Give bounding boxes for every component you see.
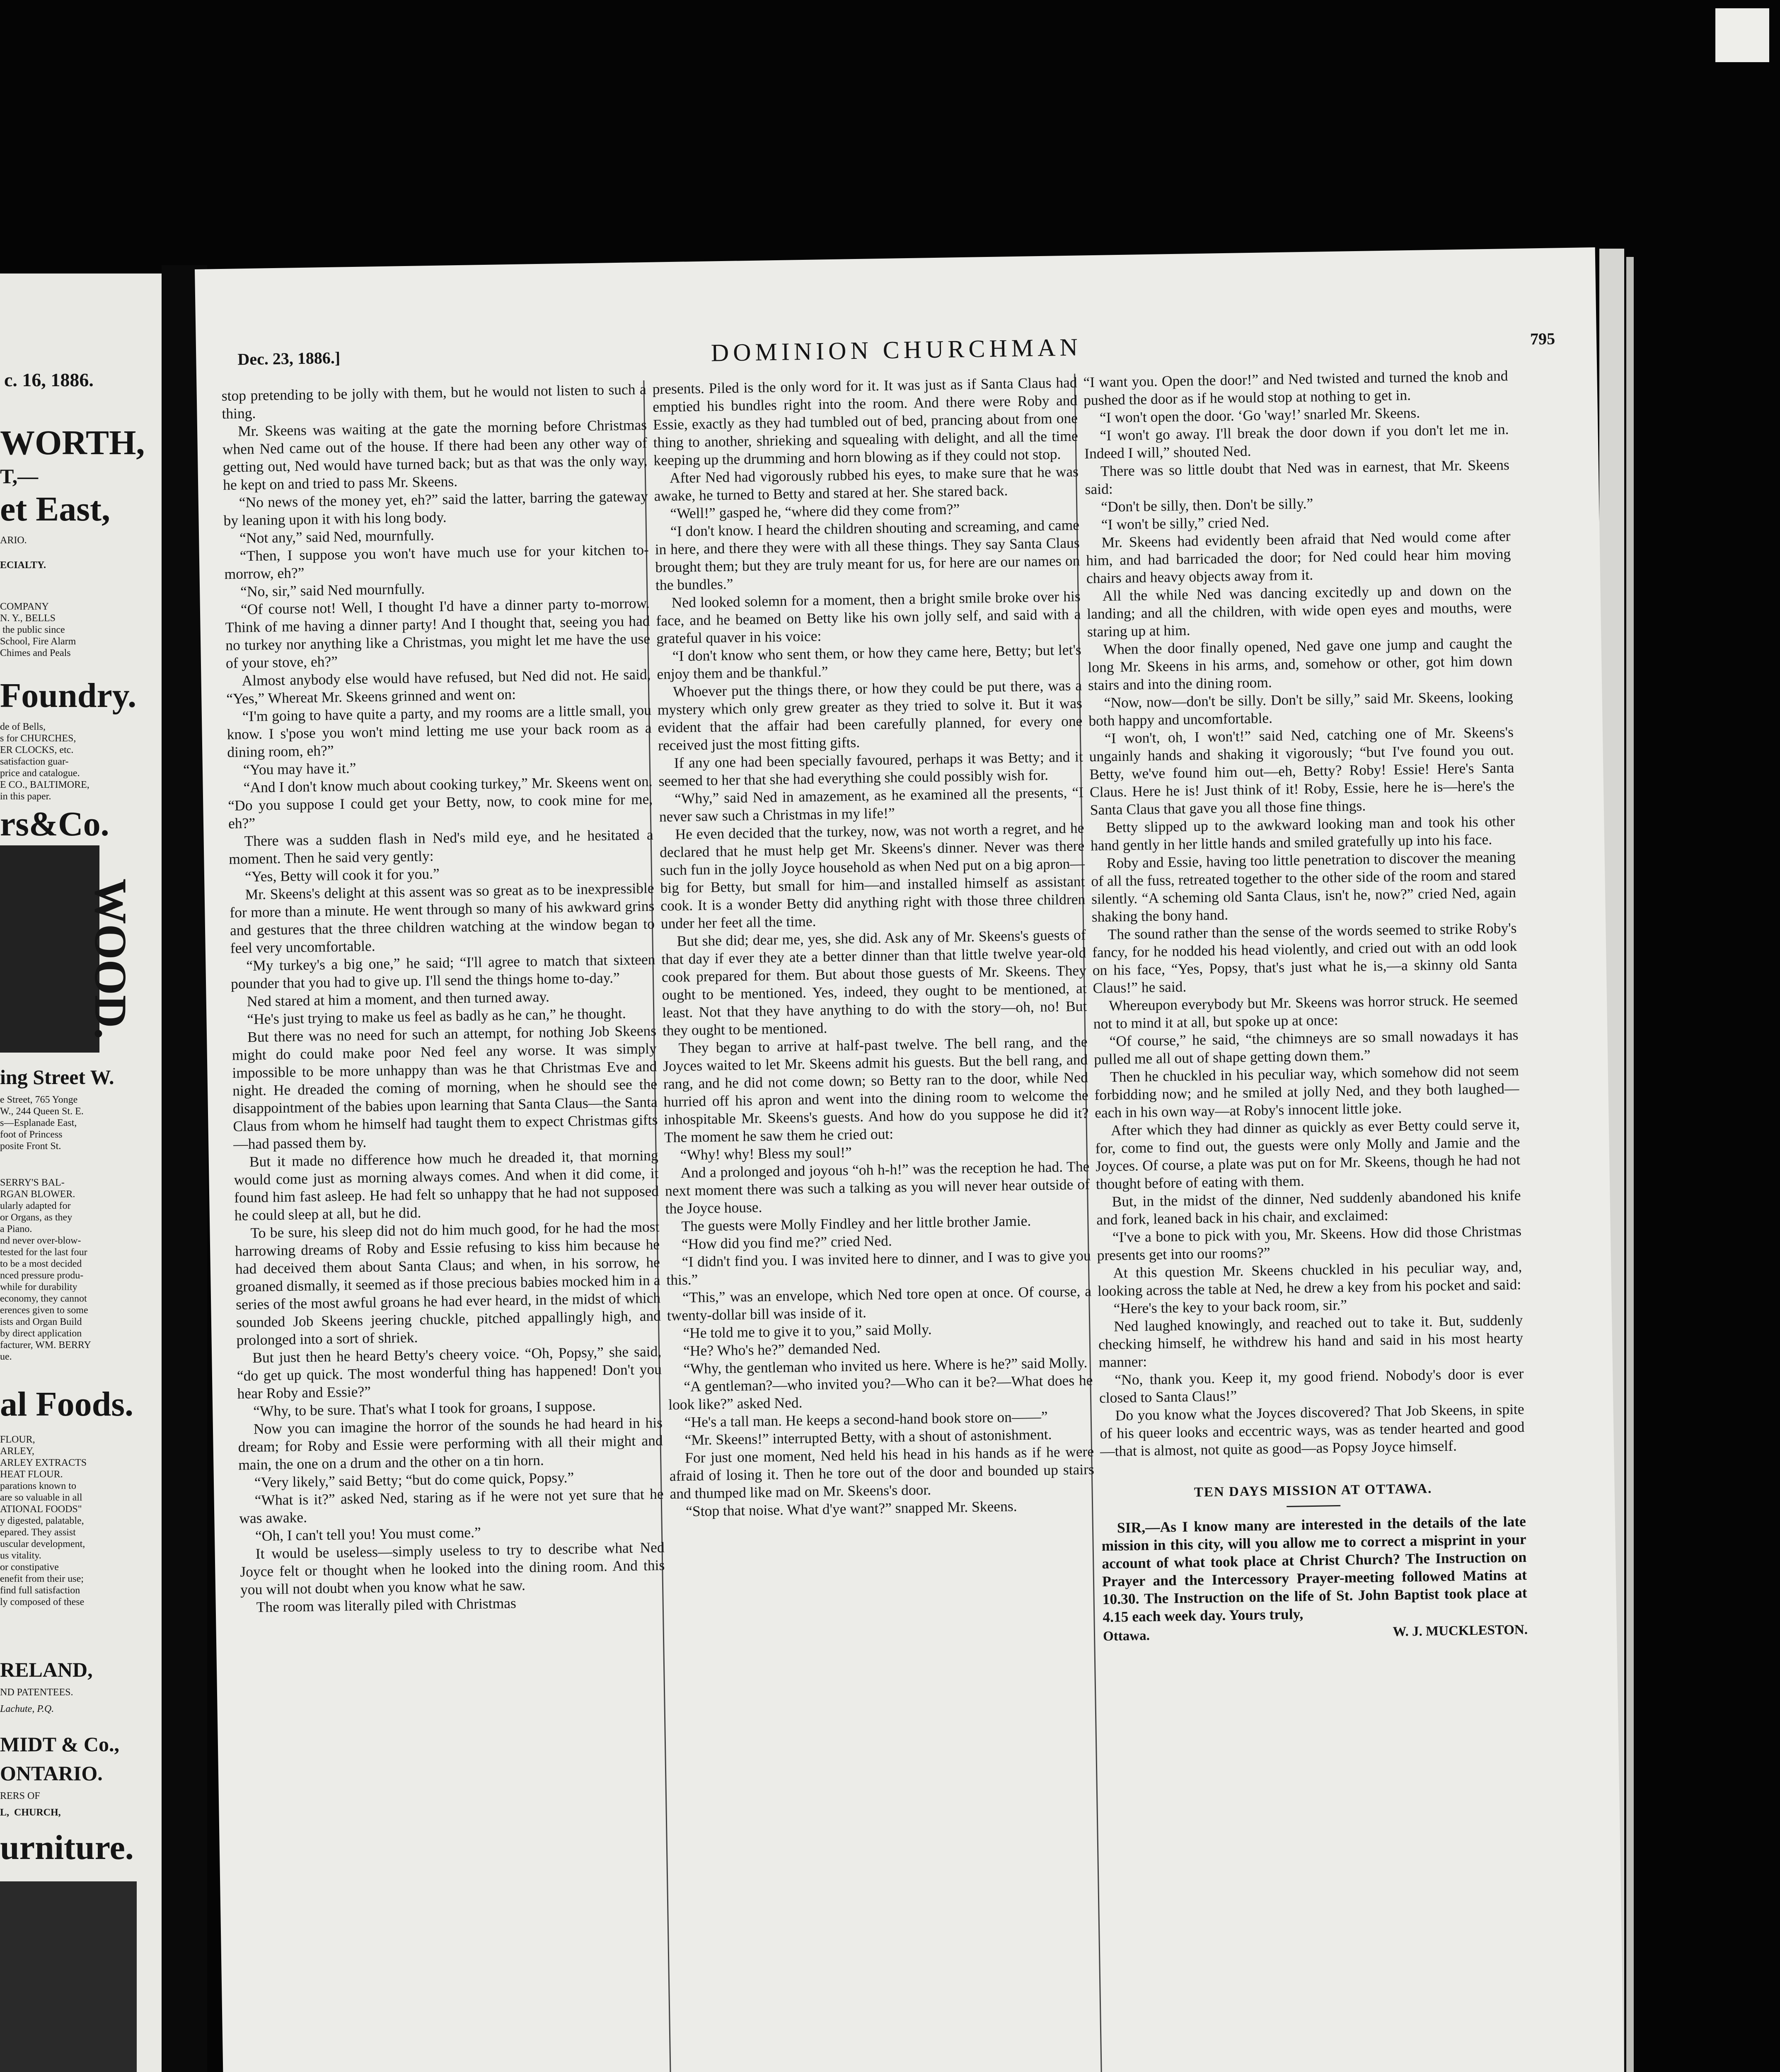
paragraph: “Not any,” said Ned, mournfully. — [239, 527, 435, 547]
paragraph: There was a sudden flash in Ned's mild eye, and he hesitated a moment. Then he said very gently: — [229, 826, 653, 867]
paragraph: “Well!” gasped he, “where did they come from?” — [670, 501, 960, 522]
paragraph: He even decided that the turkey, now, was not worth a regret, and he declared that he must help get Mr. Skeens's dinner. Never was there such fun in the jolly Joyce household as when Ned put on a big apron—big for Betty, but small for him—and installed himself as assistant cook. It is a wonder Betty did anything right with those three children under her feet all the time. — [659, 819, 1086, 932]
paragraph: But just then he heard Betty's cheery voice. “Oh, Popsy,” she said, “do get up quick. The most wonderful thing has happened! Don't you hear Roby and Essie?” — [237, 1343, 662, 1402]
worth-sub: T,— — [0, 465, 39, 488]
column-3 — [1083, 367, 1528, 1646]
paragraph: “Why, the gentleman who invited us here. Where is he?” said Molly. — [683, 1354, 1088, 1377]
paragraph: Ned laughed knowingly, and reached out to take it. But, suddenly checking himself, he withdrew his hand and said in his most hearty manner: — [1098, 1311, 1524, 1371]
page-number: 795 — [1530, 329, 1555, 349]
paragraph: “Very likely,” said Betty; “but do come quick, Popsy.” — [254, 1469, 574, 1491]
paragraph: All the while Ned was dancing excitedly up and down on the landing; and all the children, with wide open eyes and mouths, were staring up at him. — [1087, 581, 1512, 640]
paragraph: “No news of the money yet, eh?” said the latter, barring the gateway by leaning upon it with his long body. — [223, 487, 648, 529]
specialty-text: ECIALTY. — [0, 560, 46, 571]
paragraph: “How did you find me?” cried Ned. — [681, 1232, 892, 1252]
schmidt-heading: MIDT & Co., — [0, 1733, 119, 1756]
letter-signature: W. J. MUCKLESTON. — [1393, 1622, 1528, 1639]
paragraph: The sound rather than the sense of the words seemed to strike Roby's fancy, for he nodded his head violently, and cried out with an odd look on his face, “Yes, Popsy, that's just what he is,—a skinny old Santa Claus!” he said. — [1092, 920, 1518, 997]
column-2 — [652, 374, 1095, 1521]
paragraph: There was so little doubt that Ned was in earnest, that Mr. Skeens said: — [1085, 456, 1510, 498]
paragraph: Ned stared at him a moment, and then turned away. — [247, 988, 550, 1010]
paragraph: “He told me to give it to you,” said Molly. — [683, 1321, 932, 1341]
paragraph: “I won't open the door. ‘Go 'way!’ snarled Mr. Skeens. — [1099, 404, 1420, 426]
paragraph: “You may have it.” — [243, 760, 356, 778]
patentees-text: ND PATENTEES. — [0, 1687, 73, 1698]
paragraph: Roby and Essie, having too little penetration to discover the meaning of all the fuss, retreated together to the other side of the room and stared silently. “A scheming old Santa Claus, isn't he, now?” cried Ned, again shaking the bony hand. — [1091, 848, 1516, 925]
paragraph: Betty slipped up to the awkward looking man and took his other hand gently in her little hands and smiled gratefully up into his face. — [1090, 813, 1515, 854]
paragraph: Whereupon everybody but Mr. Skeens was horror struck. He seemed not to mind it at all, but spoke up at once: — [1093, 991, 1518, 1032]
paragraph: “I don't know. I heard the children shouting and screaming, and came in here, and there they were with all these things. They say Santa Claus brought them; but they are truly meant for us, for here are our names on the bundles.” — [655, 516, 1080, 593]
paragraph: “Why! why! Bless my soul!” — [680, 1144, 852, 1163]
header-date: Dec. 23, 1886.] — [237, 348, 341, 369]
paragraph: “Why,” said Ned in amazement, as he examined all the presents, “I never saw such a Christmas in my life!” — [659, 784, 1084, 825]
paragraph: Ned looked solemn for a moment, then a bright smile broke over his face, and he beamed on Betty like his own jolly self, and said with a grateful quaver in his voice: — [656, 588, 1081, 647]
paragraph: “I'm going to have quite a party, and my rooms are a little small, you know. I s'pose you won't mind letting me use your back room as a dining room, eh?” — [227, 701, 652, 760]
paragraph: “This,” was an envelope, which Ned tore open at once. Of course, a twenty-dollar bill was inside of it. — [667, 1283, 1092, 1324]
paragraph: After Ned had vigorously rubbed his eyes, to make sure that he was awake, he turned to Betty and stared at her. She stared back. — [654, 463, 1079, 504]
paragraph: Mr. Skeens had evidently been afraid that Ned would come after him, and had barricaded the door; for Ned could hear him moving chairs and heavy objects away from it. — [1086, 528, 1511, 587]
paragraph: At this question Mr. Skeens chuckled in his peculiar way, and, looking across the table at Ned, he drew a key from his pocket and said: — [1097, 1258, 1522, 1300]
school-desk-illustration — [0, 1881, 137, 2072]
page-edge-shadow — [1626, 257, 1634, 2072]
column-1 — [221, 380, 665, 1617]
title-rule — [1287, 1505, 1340, 1507]
paragraph: If any one had been specially favoured, perhaps it was Betty; and it seemed to her that she had everything she could possibly wish for. — [658, 748, 1083, 789]
paragraph: “Of course,” he said, “the chimneys are so small nowadays it has pulled me all out of shape getting down them.” — [1093, 1026, 1519, 1068]
paragraph: To be sure, his sleep did not do him much good, for he had the most harrowing dreams of Roby and Essie refusing to kiss him because he had deceived them about Santa Claus; and when, in his sorrow, he groaned dismally, it seemed as if those precious babies mocked him in a series of the most awful groans he had ever heard, in the midst of which sounded Job Skeens jeering chuckle, pitched appallingly high, and prolonged into a sort of shriek. — [235, 1218, 661, 1348]
corner-scrap — [1715, 8, 1769, 62]
makers-text: RERS OF — [0, 1791, 40, 1801]
paragraph: “Then, I suppose you won't have much use for your kitchen to-morrow, eh?” — [224, 541, 649, 582]
paragraph: Almost anybody else would have refused, but Ned did not. He said, “Yes,” Whereat Mr. Skeens grinned and went on: — [226, 666, 651, 707]
paragraph: “Here's the key to your back room, sir.” — [1113, 1296, 1347, 1317]
paragraph: Then he chuckled in his peculiar way, which somehow did not seem forbidding now; and he smiled at jolly Ned, and they both laughed—each in his own way—at Roby's innocent little joke. — [1094, 1062, 1519, 1121]
paragraph: “My turkey's a big one,” he said; “I'll agree to match that sixteen pounder that you had to give up. I'll send the things home to-day.” — [230, 951, 655, 992]
rs-co-heading: rs&Co. — [0, 805, 109, 843]
paragraph: But she did; dear me, yes, she did. Ask any of Mr. Skeens's guests of that day if ever they ate a better dinner than that little twelve year-old cook prepared for them. But about those guests of Mr. Skeens. They ought to be mentioned. Yes, indeed, they ought to be mentioned, at least. Not that they have anything to do with the story—oh, no! But they ought to be mentioned. — [661, 926, 1087, 1039]
king-street-heading: ing Street W. — [0, 1065, 114, 1089]
foods-heading: al Foods. — [0, 1385, 134, 1423]
foundry-ad: de of Bells, s for CHURCHES, ER CLOCKS, etc. satisfaction guar- price and catalogue. E CO., BALTIMORE, in this paper. — [0, 721, 89, 802]
berry-ad: SERRY'S BAL- RGAN BLOWER. ularly adapted for or Organs, as they a Piano. nd never over-blow- tested for the last four to be a most decided nced pressure produ- while for durability economy, they cannot erences given to some ists and Organ Build by direct application facturer, WM. BERRY ue. — [0, 1177, 91, 1362]
church-text: L, CHURCH, — [0, 1807, 61, 1818]
ario-text: ARIO. — [0, 535, 27, 546]
paragraph: “No, sir,” said Ned mournfully. — [240, 580, 425, 600]
paragraph: “I won't be silly,” cried Ned. — [1101, 513, 1270, 533]
paragraph: After which they had dinner as quickly as ever Betty could serve it, for, come to find out, the guests were only Molly and Jamie and the Joyces. Of course, a plate was put on for Mr. Skeens, though he had not thought before of eating with them. — [1095, 1116, 1521, 1193]
paragraph: “Don't be silly, then. Don't be silly.” — [1100, 495, 1313, 515]
wood-vertical: WOOD. — [85, 879, 136, 1040]
paragraph: “I didn't find you. I was invited here to dinner, and I was to give you this.” — [666, 1247, 1091, 1288]
paragraph: “He? Who's he?” demanded Ned. — [683, 1339, 881, 1359]
mission-body: SIR,—As I know many are interested in the details of the late mission in this city, will you allow me to correct a misprint in your account of what took place at Christ Church? The Instruction on Prayer and the Intercessory Prayer-meeting followed Matins at 10.30. The Instruction on the life of St. John Baptist took place at 4.15 each week day. Yours truly, — [1101, 1513, 1527, 1625]
furniture-heading: urniture. — [0, 1828, 134, 1867]
mission-letter — [1101, 1513, 1528, 1646]
paragraph: Whoever put the things there, or how they could be put there, was a mystery which only grew greater as they tried to solve it. But it was evident that the affair had been carefully planned, for every one received just the most fitting gifts. — [657, 677, 1083, 754]
paragraph: “What is it?” asked Ned, staring as if he were not yet sure that he was awake. — [239, 1485, 664, 1527]
col3-paragraphs — [1083, 367, 1525, 1460]
paragraph: But, in the midst of the dinner, Ned suddenly abandoned his knife and fork, leaned back in his chair, and exclaimed: — [1096, 1187, 1521, 1228]
paragraph: Mr. Skeens was waiting at the gate the morning before Christmas when Ned came out of the house. If there had been any other way of getting out, Ned would have turned back; but as that was the only way, he kept on and tried to pass Mr. Skeens. — [222, 416, 648, 493]
header-title: DOMINION CHURCHMAN — [711, 333, 1082, 367]
paragraph: “Mr. Skeens!” interrupted Betty, with a shout of astonishment. — [684, 1426, 1052, 1448]
foundry-heading: Foundry. — [0, 676, 137, 715]
paragraph: Do you know what the Joyces discovered? That Job Skeens, in spite of his queer looks and eccentric ways, was as tender hearted and good—that is almost, not quite as good—as Popsy Joyce himself. — [1100, 1400, 1525, 1460]
paragraph: When the door finally opened, Ned gave one jump and caught the long Mr. Skeens in his arms, and, somehow or other, got him down stairs and into the dining room. — [1088, 634, 1513, 694]
paragraph: “I don't know who sent them, or how they came here, Betty; but let's enjoy them and be thankful.” — [657, 641, 1081, 683]
paragraph: The room was literally piled with Christmas — [256, 1595, 517, 1616]
paragraph: “Of course not! Well, I thought I'd have a dinner party to-morrow. Think of me having a dinner party! And I thought that, seeing you had no turkey nor anything like a Christmas, you might let me have the use of your stove, eh?” — [225, 594, 651, 671]
foods-ad: FLOUR, ARLEY, ARLEY EXTRACTS HEAT FLOUR. parations known to are so valuable in all ATIONAL FOODS" y digested, palatable, epared. They assist uscular development, us vitality. or constipative enefit from their use; find full satisfaction ly composed of these — [0, 1434, 87, 1607]
paragraph: It would be useless—simply useless to try to describe what Ned Joyce felt or thought when he looked into the dining room. And this you will not doubt when you know what he saw. — [240, 1539, 665, 1598]
paragraph: “Oh, I can't tell you! You must come.” — [255, 1524, 481, 1544]
left-page-date: c. 16, 1886. — [4, 369, 94, 390]
paragraph: “A gentleman?—who invited you?—Who can it be?—What does he look like?” asked Ned. — [668, 1372, 1093, 1413]
paragraph: Mr. Skeens's delight at this assent was so great as to be inexpressible for more than a minute. He went through so many of his awkward grins and gestures that the three children watching at the window began to feel very uncomfortable. — [230, 879, 655, 956]
ontario-heading: ONTARIO. — [0, 1762, 103, 1785]
paragraph: “I want you. Open the door!” and Ned twisted and turned the knob and pushed the door as if he would stop at nothing to get in. — [1083, 367, 1508, 409]
main-page — [195, 247, 1627, 2072]
paragraph: stop pretending to be jolly with them, but he would not listen to such a thing. — [221, 380, 646, 422]
company-ad: COMPANY N. Y., BELLS the public since School, Fire Alarm Chimes and Peals — [0, 601, 76, 658]
paragraph: “He's a tall man. He keeps a second-hand book store on——” — [684, 1408, 1048, 1431]
ireland-heading: RELAND, — [0, 1658, 93, 1681]
worth-heading: WORTH, — [0, 424, 145, 462]
letter-place: Ottawa. — [1103, 1628, 1150, 1644]
paragraph: “Now, now—don't be silly. Don't be silly,” said Mr. Skeens, looking both happy and uncomfortable. — [1088, 688, 1513, 729]
paragraph: “Yes, Betty will cook it for you.” — [244, 865, 440, 885]
paragraph: But it made no difference how much he dreaded it, that morning would come just as morning always comes. And when it did come, it found him fast asleep. He had felt so unhappy that he had not supposed he could sleep at all, but he did. — [234, 1147, 659, 1224]
paragraph: presents. Piled is the only word for it. It was just as if Santa Claus had emptied his bundles right into the room. And there were Roby and Essie, exactly as they had tumbled out of bed, prancing about from one thing to another, shrieking and squealing with delight, and all the time keeping up the drumming and horn blowing as if they could not stop. — [652, 374, 1078, 469]
lachute-text: Lachute, P.Q. — [0, 1704, 54, 1714]
paragraph: “Stop that noise. What d'ye want?” snapped Mr. Skeens. — [685, 1498, 1017, 1520]
paragraph: They began to arrive at half-past twelve. The bell rang, and the Joyces waited to let Mr. Skeens admit his guests. But the bell rang, and rang, and he did not come down; so Betty ran to the door, while Ned hurried off his apron and went into the dining room to welcome the inhospitable Mr. Skeens's guests. And how do you suppose he did it? The moment he saw them he cried out: — [663, 1033, 1089, 1146]
paragraph: “No, thank you. Keep it, my good friend. Nobody's door is ever closed to Santa Claus!” — [1099, 1365, 1524, 1406]
paragraph: “Why, to be sure. That's what I took for groans, I suppose. — [253, 1397, 596, 1420]
left-page-fragment — [0, 274, 162, 2072]
mission-title: TEN DAYS MISSION AT OTTAWA. — [1194, 1481, 1432, 1500]
paragraph: “I won't go away. I'll break the door down if you don't let me in. Indeed I will,” shouted Ned. — [1084, 421, 1509, 462]
king-street-ad: e Street, 765 Yonge W., 244 Queen St. E. s—Esplanade East, foot of Princess posite Front St. — [0, 1094, 84, 1152]
paragraph: The guests were Molly Findley and her little brother Jamie. — [681, 1212, 1031, 1234]
east-heading: et East, — [0, 490, 110, 528]
paragraph: For just one moment, Ned held his head in his hands as if he were afraid of losing it. Then he tore out of the door and bounded up stairs and thumped like mad on Mr. Skeens's door. — [669, 1443, 1095, 1502]
paragraph: Now you can imagine the horror of the sounds he had heard in his dream; for Roby and Essie were performing with all their might and main, the one on a drum and the other on a tin horn. — [238, 1414, 663, 1473]
paragraph: “I won't, oh, I won't!” said Ned, catching one of Mr. Skeens's ungainly hands and shaking it vigorously; “but I've found you out. Betty, we've found him out—eh, Betty? Roby! Essie! Here's Santa Claus. Here he is! Just think of it! Roby, Essie, here he is—here's the Santa Claus that gave you all those fine things. — [1089, 724, 1515, 818]
paragraph: “And I don't know much about cooking turkey,” Mr. Skeens went on. “Do you suppose I could get your Betty, now, to cook mine for me, eh?” — [228, 772, 653, 832]
paragraph: But there was no need for such an attempt, for nothing Job Skeens might do could make poor Ned feel any worse. It was simply impossible to be more unhappy than was he that Christmas Eve and night. He dreaded the coming of morning, when he should see the disappointment of the babies upon learning that Santa Claus—the Santa Claus from whom he himself had taught them to expect Christmas gifts—had passed them by. — [232, 1022, 658, 1152]
paragraph: “He's just trying to make us feel as badly as he can,” he thought. — [247, 1005, 626, 1028]
paragraph: “I've a bone to pick with you, Mr. Skeens. How did those Christmas presents get into our rooms?” — [1097, 1222, 1522, 1264]
paragraph: And a prolonged and joyous “oh h-h!” was the reception he had. The next moment there was such a talking as you will never hear outside of the Joyce house. — [665, 1158, 1090, 1217]
